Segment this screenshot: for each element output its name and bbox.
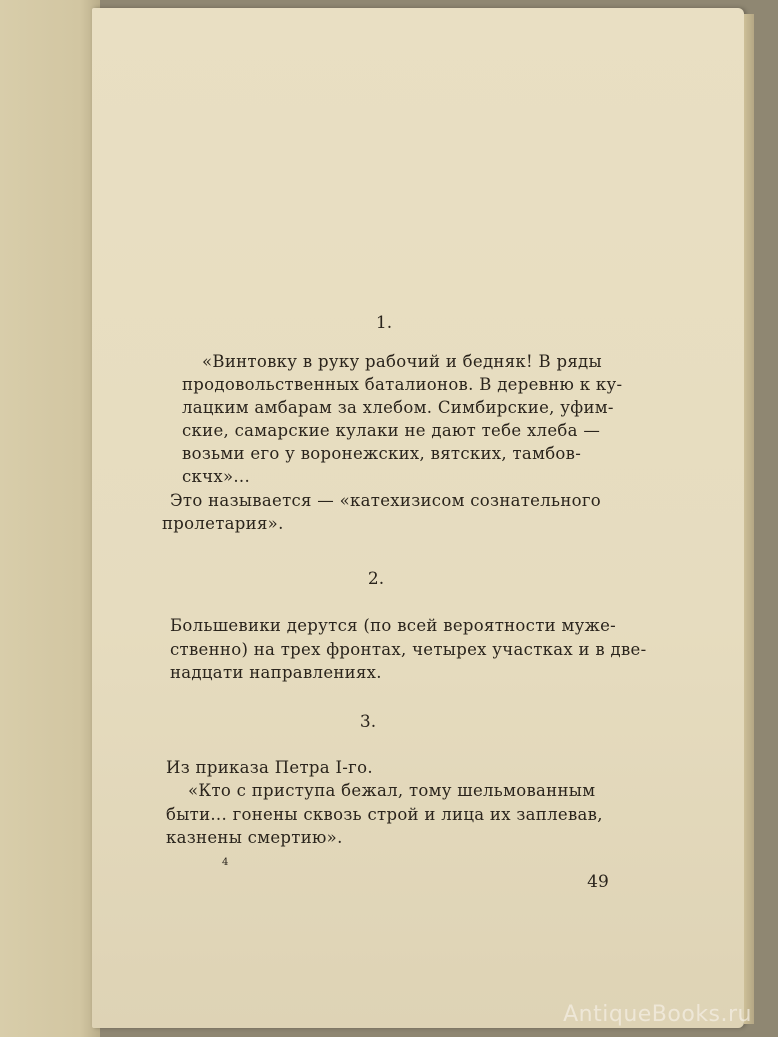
section-number-3: 3. <box>359 712 377 732</box>
page-number: 49 <box>587 872 609 892</box>
text-line: ские, самарские кулаки не дают тебе хлеба — <box>182 421 601 440</box>
text-line: Это называется — «катехизисом сознательного <box>170 491 602 510</box>
text-line: надцати направлениях. <box>170 663 382 682</box>
text-line: пролетария». <box>162 514 284 533</box>
text-line: Из приказа Петра I-го. <box>166 758 373 777</box>
section-number-1: 1. <box>375 313 393 333</box>
text-line: «Кто с приступа бежал, тому шельмованным <box>188 781 596 800</box>
text-line: быти... гонены сквозь строй и лица их заплевав, <box>166 805 603 824</box>
page-stack-edge <box>744 14 754 1024</box>
text-line: «Винтовку в руку рабочий и бедняк! В ряды <box>202 352 602 371</box>
watermark: AntiqueBooks.ru <box>563 1002 752 1027</box>
signature-mark: 4 <box>222 857 229 868</box>
text-line: казнены смертию». <box>166 828 343 847</box>
left-page-edge <box>0 0 100 1037</box>
text-line: продовольственных баталионов. В деревню к ку- <box>182 375 623 394</box>
text-line: Большевики дерутся (по всей вероятности муже- <box>170 616 617 635</box>
text-line: возьми его у воронежских, вятских, тамбов- <box>182 444 582 463</box>
text-line: ственно) на трех фронтах, четырех участках и в две- <box>170 640 647 659</box>
text-line: лацким амбарам за хлебом. Симбирские, уфим- <box>182 398 614 417</box>
section-number-2: 2. <box>367 569 385 589</box>
text-line: скчх»... <box>182 467 250 486</box>
